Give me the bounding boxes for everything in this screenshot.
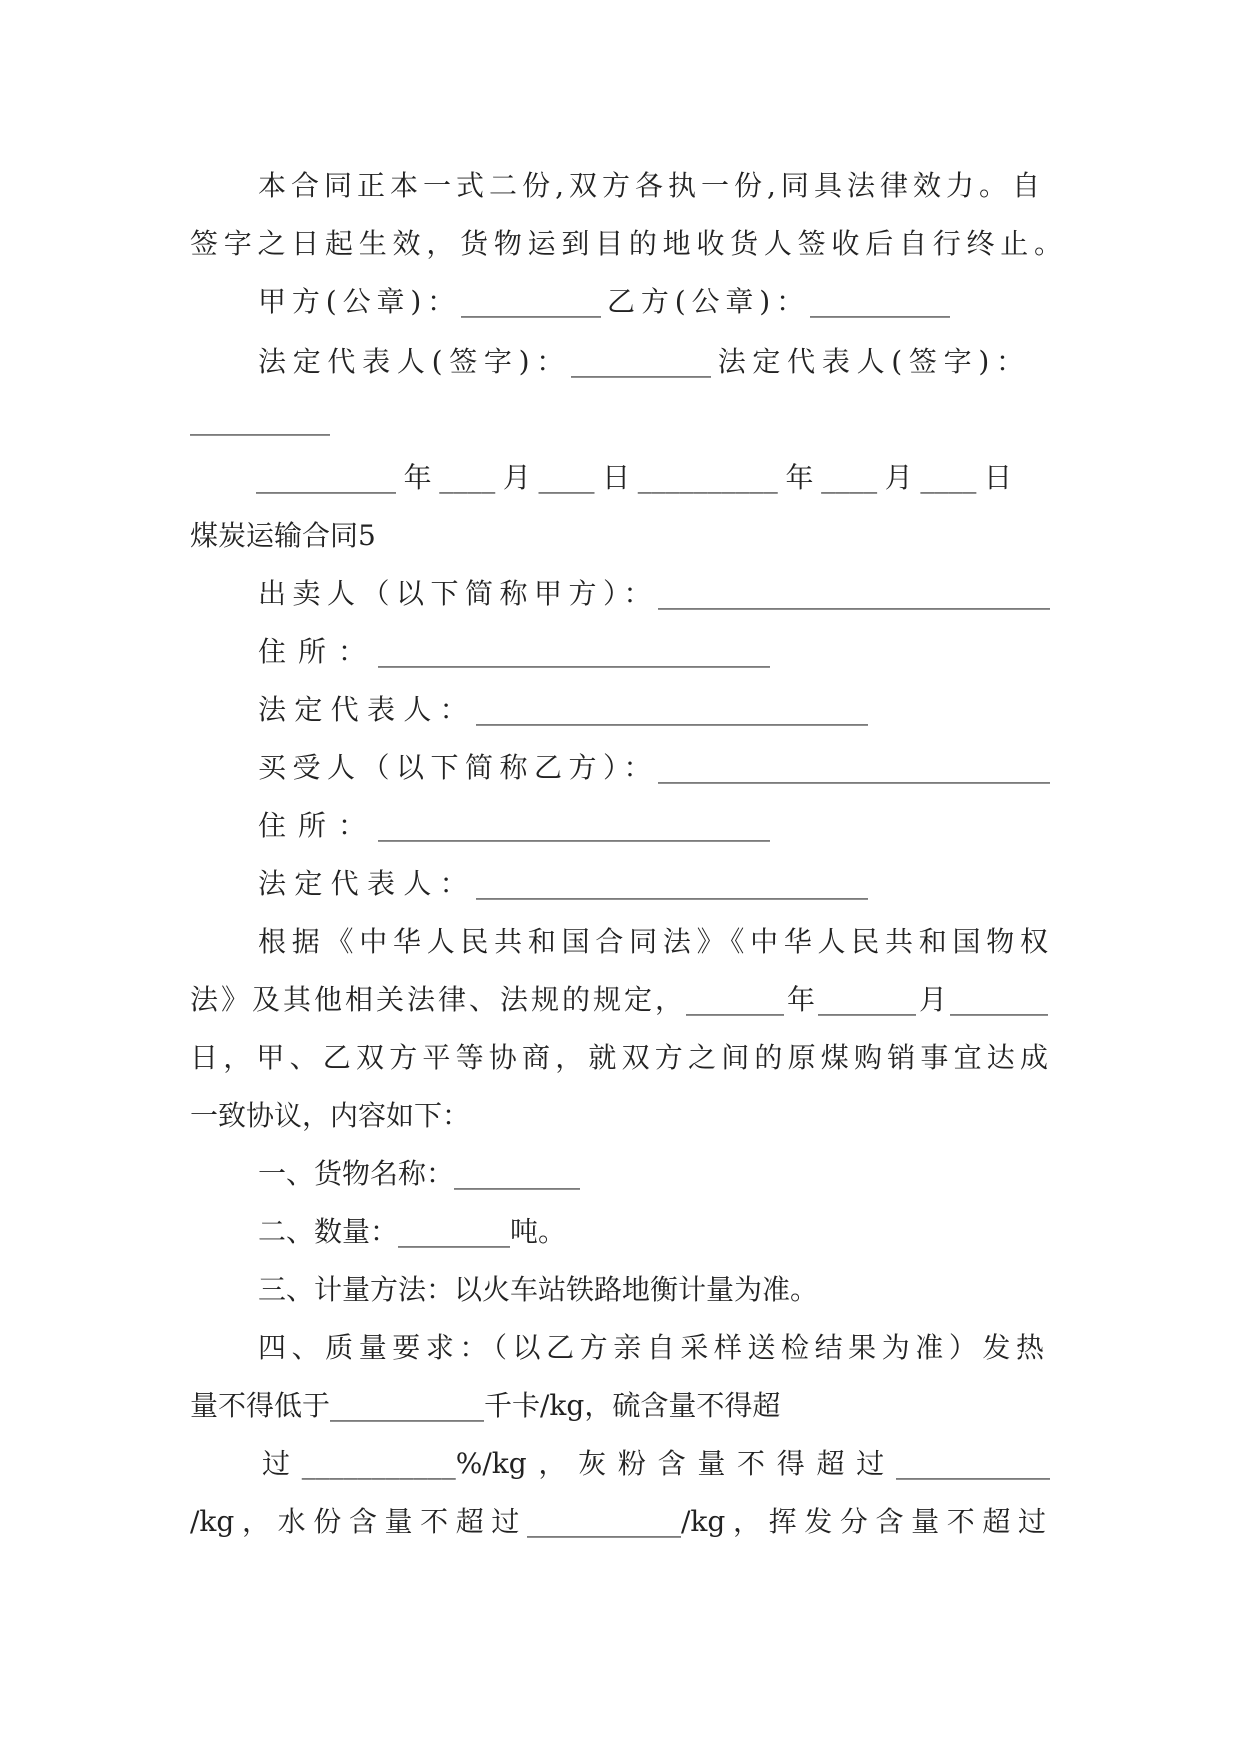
text-line: 日，甲、乙双方平等协商，就双方之间的原煤购销事宜达成 [190,1041,1048,1074]
buyer-line: 买受人（以下简称乙方）：____________________________ [258,751,1050,784]
clause-goods-name: 一、货物名称：_________ [258,1157,581,1190]
text-line: 量不得低于___________千卡/kg，硫含量不得超 [190,1389,781,1422]
text-line: 本合同正本一式二份,双方各执一份,同具法律效力。自 [258,169,1040,202]
text-line: 法》及其他相关法律、法规的规定，_______年_______月_______ [190,983,1048,1016]
clause-quantity: 二、数量：________吨。 [258,1215,567,1248]
date-line: __________年____月____日__________年____月____日 [256,461,1012,494]
text-line: 一致协议，内容如下： [190,1099,471,1132]
section-title: 煤炭运输合同5 [190,519,376,552]
buyer-representative-line: 法定代表人：____________________________ [258,867,868,900]
seller-line: 出卖人（以下简称甲方）：____________________________ [258,577,1050,610]
seller-address-line: 住所：____________________________ [258,635,770,668]
seller-representative-line: 法定代表人：____________________________ [258,693,868,726]
text-line: 过___________%/kg，灰粉含量不得超过___________ [262,1447,1050,1480]
signature-line-representative: 法定代表人(签字)：__________法定代表人(签字)： [258,345,1024,378]
signature-blank: __________ [190,403,330,436]
signature-line-seal: 甲方(公章)：__________乙方(公章)：__________ [258,285,950,318]
clause-quality: 四、质量要求：（以乙方亲自采样送检结果为准）发热 [258,1331,1044,1364]
text-line: /kg，水份含量不超过___________/kg，挥发分含量不超过 [190,1505,1046,1538]
clause-measurement: 三、计量方法：以火车站铁路地衡计量为准。 [258,1273,819,1306]
text-line: 根据《中华人民共和国合同法》《中华人民共和国物权 [258,925,1048,958]
buyer-address-line: 住所：____________________________ [258,809,770,842]
text-line: 签字之日起生效，货物运到目的地收货人签收后自行终止。 [190,227,1062,260]
